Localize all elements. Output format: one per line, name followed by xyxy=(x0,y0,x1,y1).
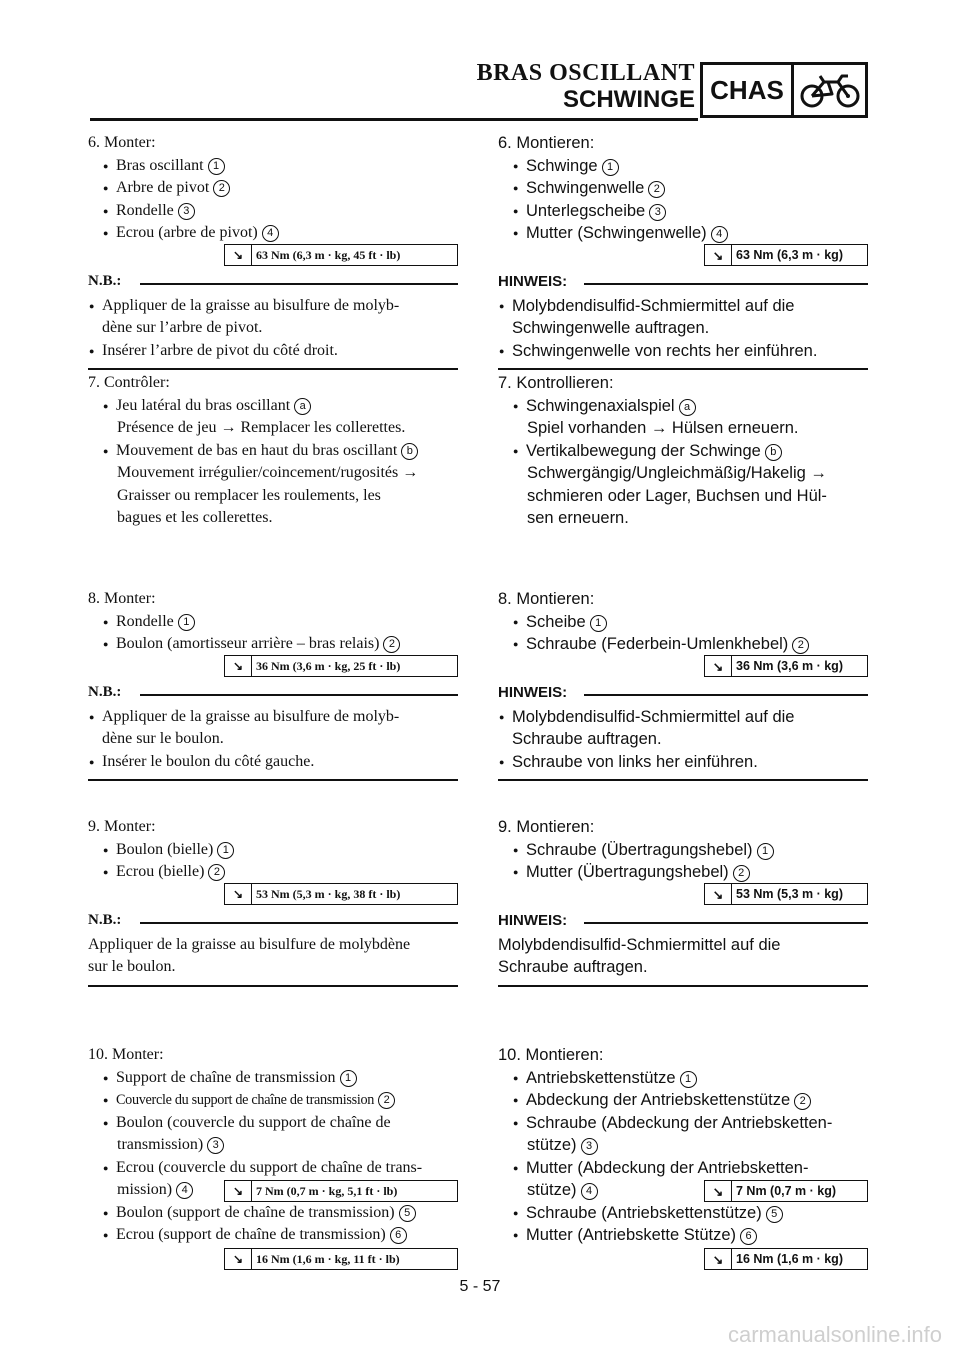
list-item-cont xyxy=(498,507,868,530)
list-item xyxy=(102,200,458,223)
torque-value: 36 Nm (3,6 m · kg, 25 ft · lb) xyxy=(256,658,401,673)
step-heading: 8. Montieren: xyxy=(498,590,595,608)
note-header xyxy=(498,910,868,934)
note-end-rule xyxy=(498,779,868,781)
item-text: Schwinge xyxy=(526,156,598,175)
list-item-cont xyxy=(88,462,458,485)
list-item xyxy=(102,839,458,862)
callout-number: 2 xyxy=(378,1092,395,1109)
step-heading: 10. Montieren: xyxy=(498,1046,604,1064)
item-text: Schraube (Antriebskettenstütze) xyxy=(526,1203,762,1222)
list-item-cont xyxy=(88,485,458,508)
item-text: Ecrou (couvercle du support de chaîne de trans- xyxy=(116,1158,423,1176)
note-header xyxy=(498,271,868,295)
callout-number: 2 xyxy=(733,865,750,882)
item-text: schmieren oder Lager, Buchsen und Hül- xyxy=(527,486,827,505)
list-item-cont xyxy=(498,462,868,485)
list-item xyxy=(512,200,868,223)
item-text: bagues et les collerettes. xyxy=(117,509,273,526)
list-item xyxy=(512,1067,868,1090)
item-text: Arbre de pivot xyxy=(116,179,210,196)
item-text: Mutter (Schwingenwelle) xyxy=(526,224,707,242)
header-title-de: SCHWINGE xyxy=(563,86,695,113)
item-text: Jeu latéral du bras oscillant xyxy=(116,396,291,414)
callout-number: 4 xyxy=(581,1183,598,1200)
torque-wrench-icon: ↘ xyxy=(225,884,252,904)
list-item xyxy=(512,633,868,656)
step-heading: 9. Monter: xyxy=(88,818,156,835)
step-heading: 6. Montieren: xyxy=(498,134,595,152)
torque-spec xyxy=(704,883,868,905)
item-text: sen erneuern. xyxy=(527,509,629,527)
note-text: Schwingenwelle von rechts her einführen. xyxy=(512,341,818,360)
item-text: Mouvement de bas en haut du bras oscillant xyxy=(116,441,398,459)
item-text: Vertikalbewegung der Schwinge xyxy=(526,441,761,460)
torque-wrench-icon: ↘ xyxy=(225,1249,252,1269)
torque-value: 36 Nm (3,6 m · kg) xyxy=(736,659,843,673)
note-header xyxy=(88,910,458,934)
note-item xyxy=(88,751,458,774)
callout-number: 3 xyxy=(649,204,666,221)
callout-number: 2 xyxy=(208,864,225,881)
note-text: Schraube von links her einführen. xyxy=(512,752,758,771)
callout-number: 6 xyxy=(390,1227,407,1244)
torque-spec xyxy=(704,244,868,266)
torque-wrench-icon: ↘ xyxy=(705,884,732,904)
fr-step-7 xyxy=(88,372,458,530)
note-text: Schraube auftragen. xyxy=(512,730,662,748)
step-heading: 7. Kontrollieren: xyxy=(498,374,614,392)
callout-number: 5 xyxy=(399,1205,416,1222)
fr-step-10 xyxy=(88,1044,458,1266)
torque-spec xyxy=(224,655,458,677)
torque-wrench-icon: ↘ xyxy=(705,245,732,265)
note-item-cont xyxy=(498,728,868,751)
callout-number: 4 xyxy=(176,1182,193,1199)
note-label: N.B.: xyxy=(88,683,122,700)
item-text: Rondelle xyxy=(116,612,174,630)
note-item-cont xyxy=(498,317,868,340)
item-text: Boulon (support de chaîne de transmission) xyxy=(116,1203,395,1221)
item-text: Ecrou (bielle) xyxy=(116,863,205,880)
note-label: N.B.: xyxy=(88,911,122,928)
note-text: Molybdendisulfid-Schmiermittel auf die xyxy=(512,296,795,315)
torque-spec xyxy=(224,1180,458,1202)
list-item xyxy=(512,839,868,862)
callout-number: 4 xyxy=(711,226,728,243)
torque-wrench-icon: ↘ xyxy=(225,1181,252,1201)
callout-number: 1 xyxy=(757,843,774,860)
item-text: stütze) xyxy=(527,1136,577,1154)
item-text: Boulon (couvercle du support de chaîne de xyxy=(116,1113,391,1131)
torque-spec xyxy=(704,1248,868,1270)
item-text: Schraube (Abdeckung der Antriebsketten- xyxy=(526,1113,833,1132)
callout-number: 4 xyxy=(262,225,279,242)
item-text: Antriebskettenstütze xyxy=(526,1068,676,1087)
item-text: Abdeckung der Antriebskettenstütze xyxy=(526,1091,791,1109)
list-item-cont xyxy=(88,417,458,440)
note-rule xyxy=(584,694,868,696)
note-text: Insérer l’arbre de pivot du côté droit. xyxy=(102,341,338,359)
note-rule xyxy=(140,922,458,924)
item-text: Graisser ou remplacer les roulements, les xyxy=(117,486,381,504)
de-step-7 xyxy=(498,372,868,530)
section-badge xyxy=(700,62,868,118)
note-label: HINWEIS: xyxy=(498,683,568,701)
callout-number: 2 xyxy=(792,637,809,654)
list-item xyxy=(102,1157,458,1180)
callout-number: 2 xyxy=(383,636,400,653)
step-heading: 9. Montieren: xyxy=(498,818,595,836)
item-text: Rondelle xyxy=(116,201,174,219)
list-item xyxy=(102,633,458,656)
de-step-9 xyxy=(498,816,868,987)
note-label: HINWEIS: xyxy=(498,272,568,290)
item-text: Schraube (Übertragungshebel) xyxy=(526,840,753,859)
item-text: Schraube (Federbein-Umlenkhebel) xyxy=(526,635,789,653)
note-rule xyxy=(140,283,458,285)
item-text: Boulon (bielle) xyxy=(116,840,214,858)
callout-number: 1 xyxy=(217,842,234,859)
note-item xyxy=(498,340,868,363)
callout-number: 1 xyxy=(590,615,607,632)
item-text: Support de chaîne de transmission xyxy=(116,1068,336,1086)
item-text: Schwingenwelle xyxy=(526,179,645,197)
torque-spec xyxy=(224,1248,458,1270)
callout-number: 2 xyxy=(794,1093,811,1110)
list-item xyxy=(102,611,458,634)
note-text: Insérer le boulon du côté gauche. xyxy=(102,752,315,770)
torque-wrench-icon: ↘ xyxy=(225,245,252,265)
list-item xyxy=(102,155,458,178)
page-number: 5 - 57 xyxy=(459,1278,501,1295)
list-item-cont xyxy=(498,1134,868,1157)
note-label: N.B.: xyxy=(88,272,122,289)
callout-number: 2 xyxy=(213,180,230,197)
torque-value: 53 Nm (5,3 m · kg, 38 ft · lb) xyxy=(256,886,401,901)
torque-value: 16 Nm (1,6 m · kg) xyxy=(736,1252,843,1266)
list-item xyxy=(102,177,458,200)
item-text: transmission) xyxy=(117,1136,204,1153)
torque-wrench-icon: ↘ xyxy=(225,656,252,676)
list-item xyxy=(512,1224,868,1247)
note-item xyxy=(88,295,458,318)
note-header xyxy=(498,682,868,706)
note-item xyxy=(498,295,868,318)
list-item xyxy=(102,222,458,245)
note-text: Molybdendisulfid-Schmiermittel auf die xyxy=(498,935,781,954)
item-text: Unterlegscheibe xyxy=(526,201,646,220)
fr-step-8 xyxy=(88,588,458,781)
torque-value: 53 Nm (5,3 m · kg) xyxy=(736,887,843,901)
note-end-rule xyxy=(88,368,458,370)
note-end-rule xyxy=(498,368,868,370)
list-item xyxy=(102,1089,458,1112)
item-text: Ecrou (support de chaîne de transmission) xyxy=(116,1226,386,1243)
callout-letter: a xyxy=(294,398,311,415)
callout-number: 1 xyxy=(208,158,225,175)
note-text-line xyxy=(88,956,458,979)
list-item xyxy=(512,611,868,634)
note-text: dène sur l’arbre de pivot. xyxy=(102,319,263,336)
torque-wrench-icon: ↘ xyxy=(705,1249,732,1269)
de-step-6 xyxy=(498,132,868,370)
note-header xyxy=(88,682,458,706)
torque-value: 63 Nm (6,3 m · kg) xyxy=(736,248,843,262)
note-rule xyxy=(140,694,458,696)
item-text: Couvercle du support de chaîne de transmission xyxy=(116,1092,375,1108)
torque-value: 63 Nm (6,3 m · kg, 45 ft · lb) xyxy=(256,247,401,262)
header-title-fr: BRAS OSCILLANT xyxy=(476,60,695,86)
watermark: carmanualsonline.info xyxy=(727,1322,942,1347)
callout-number: 1 xyxy=(680,1071,697,1088)
list-item xyxy=(512,1112,868,1135)
torque-value: 7 Nm (0,7 m · kg, 5,1 ft · lb) xyxy=(256,1183,398,1198)
note-text: Schwingenwelle auftragen. xyxy=(512,319,710,337)
torque-spec xyxy=(704,1180,868,1202)
torque-spec xyxy=(704,655,868,677)
callout-number: 6 xyxy=(740,1228,757,1245)
motorcycle-icon xyxy=(794,65,865,115)
torque-spec xyxy=(224,883,458,905)
item-text: Schwingenaxialspiel xyxy=(526,396,675,415)
callout-number: 1 xyxy=(602,159,619,176)
note-text: dène sur le boulon. xyxy=(102,730,224,747)
callout-number: 1 xyxy=(178,614,195,631)
item-text: Scheibe xyxy=(526,612,586,631)
list-item xyxy=(512,155,868,178)
list-item xyxy=(512,440,868,463)
item-text: Schwergängig/Ungleichmäßig/Hakelig → xyxy=(527,464,827,482)
de-step-8 xyxy=(498,588,868,781)
list-item-cont xyxy=(498,485,868,508)
note-item-cont xyxy=(88,317,458,340)
callout-number: 5 xyxy=(766,1206,783,1223)
list-item xyxy=(102,1202,458,1225)
list-item xyxy=(102,1224,458,1247)
fr-step-6 xyxy=(88,132,458,370)
section-label: CHAS xyxy=(703,65,794,115)
note-end-rule xyxy=(498,985,868,987)
note-rule xyxy=(584,283,868,285)
step-heading: 10. Monter: xyxy=(88,1046,164,1063)
de-step-10 xyxy=(498,1044,868,1267)
callout-number: 3 xyxy=(178,203,195,220)
note-header xyxy=(88,271,458,295)
note-item xyxy=(498,706,868,729)
list-item xyxy=(102,861,458,884)
note-rule xyxy=(584,922,868,924)
callout-number: 2 xyxy=(648,181,665,198)
note-text: Appliquer de la graisse au bisulfure de molyb- xyxy=(102,296,400,314)
list-item-cont xyxy=(498,417,868,440)
callout-letter: b xyxy=(401,443,418,460)
note-text-line xyxy=(498,956,868,979)
note-text: sur le boulon. xyxy=(88,958,176,975)
list-item xyxy=(512,1157,868,1180)
list-item xyxy=(102,440,458,463)
note-text: Molybdendisulfid-Schmiermittel auf die xyxy=(512,707,795,726)
step-heading: 8. Monter: xyxy=(88,590,156,607)
item-text: Mutter (Abdeckung der Antriebsketten- xyxy=(526,1158,809,1177)
note-end-rule xyxy=(88,985,458,987)
callout-number: 3 xyxy=(581,1138,598,1155)
list-item-cont xyxy=(88,507,458,530)
note-end-rule xyxy=(88,779,458,781)
note-item-cont xyxy=(88,728,458,751)
note-text: Appliquer de la graisse au bisulfure de molyb- xyxy=(102,707,400,725)
step-heading: 6. Monter: xyxy=(88,134,156,151)
list-item xyxy=(102,1067,458,1090)
callout-letter: b xyxy=(765,444,782,461)
step-heading: 7. Contrôler: xyxy=(88,374,170,391)
torque-spec xyxy=(224,244,458,266)
item-text: Boulon (amortisseur arrière – bras relais) xyxy=(116,635,380,652)
note-text: Schraube auftragen. xyxy=(498,958,648,976)
item-text: Ecrou (arbre de pivot) xyxy=(116,224,258,241)
list-item xyxy=(512,1089,868,1112)
list-item xyxy=(512,177,868,200)
callout-letter: a xyxy=(679,399,696,416)
item-text: Mouvement irrégulier/coincement/rugosités → xyxy=(117,464,419,481)
item-text: Bras oscillant xyxy=(116,156,204,174)
note-item xyxy=(88,340,458,363)
torque-wrench-icon: ↘ xyxy=(705,1181,732,1201)
note-text-line xyxy=(498,934,868,957)
list-item xyxy=(102,1112,458,1135)
list-item xyxy=(512,1202,868,1225)
note-item xyxy=(88,706,458,729)
list-item xyxy=(102,395,458,418)
list-item xyxy=(512,222,868,245)
item-text: Mutter (Antriebskette Stütze) xyxy=(526,1226,736,1244)
item-text: Présence de jeu → Remplacer les collerettes. xyxy=(117,419,406,436)
torque-value: 16 Nm (1,6 m · kg, 11 ft · lb) xyxy=(256,1251,400,1266)
torque-wrench-icon: ↘ xyxy=(705,656,732,676)
note-item xyxy=(498,751,868,774)
note-text-line xyxy=(88,934,458,957)
note-text: Appliquer de la graisse au bisulfure de molybdène xyxy=(88,935,411,953)
item-text: Mutter (Übertragungshebel) xyxy=(526,863,729,881)
list-item xyxy=(512,861,868,884)
fr-step-9 xyxy=(88,816,458,987)
torque-value: 7 Nm (0,7 m · kg) xyxy=(736,1184,837,1198)
header-rule xyxy=(90,118,698,121)
item-text: Spiel vorhanden → Hülsen erneuern. xyxy=(527,419,799,437)
callout-number: 1 xyxy=(340,1070,357,1087)
list-item xyxy=(512,395,868,418)
item-text: mission) xyxy=(117,1181,173,1198)
item-text: stütze) xyxy=(527,1181,577,1199)
note-label: HINWEIS: xyxy=(498,911,568,929)
callout-number: 3 xyxy=(207,1137,224,1154)
list-item-cont xyxy=(88,1134,458,1157)
